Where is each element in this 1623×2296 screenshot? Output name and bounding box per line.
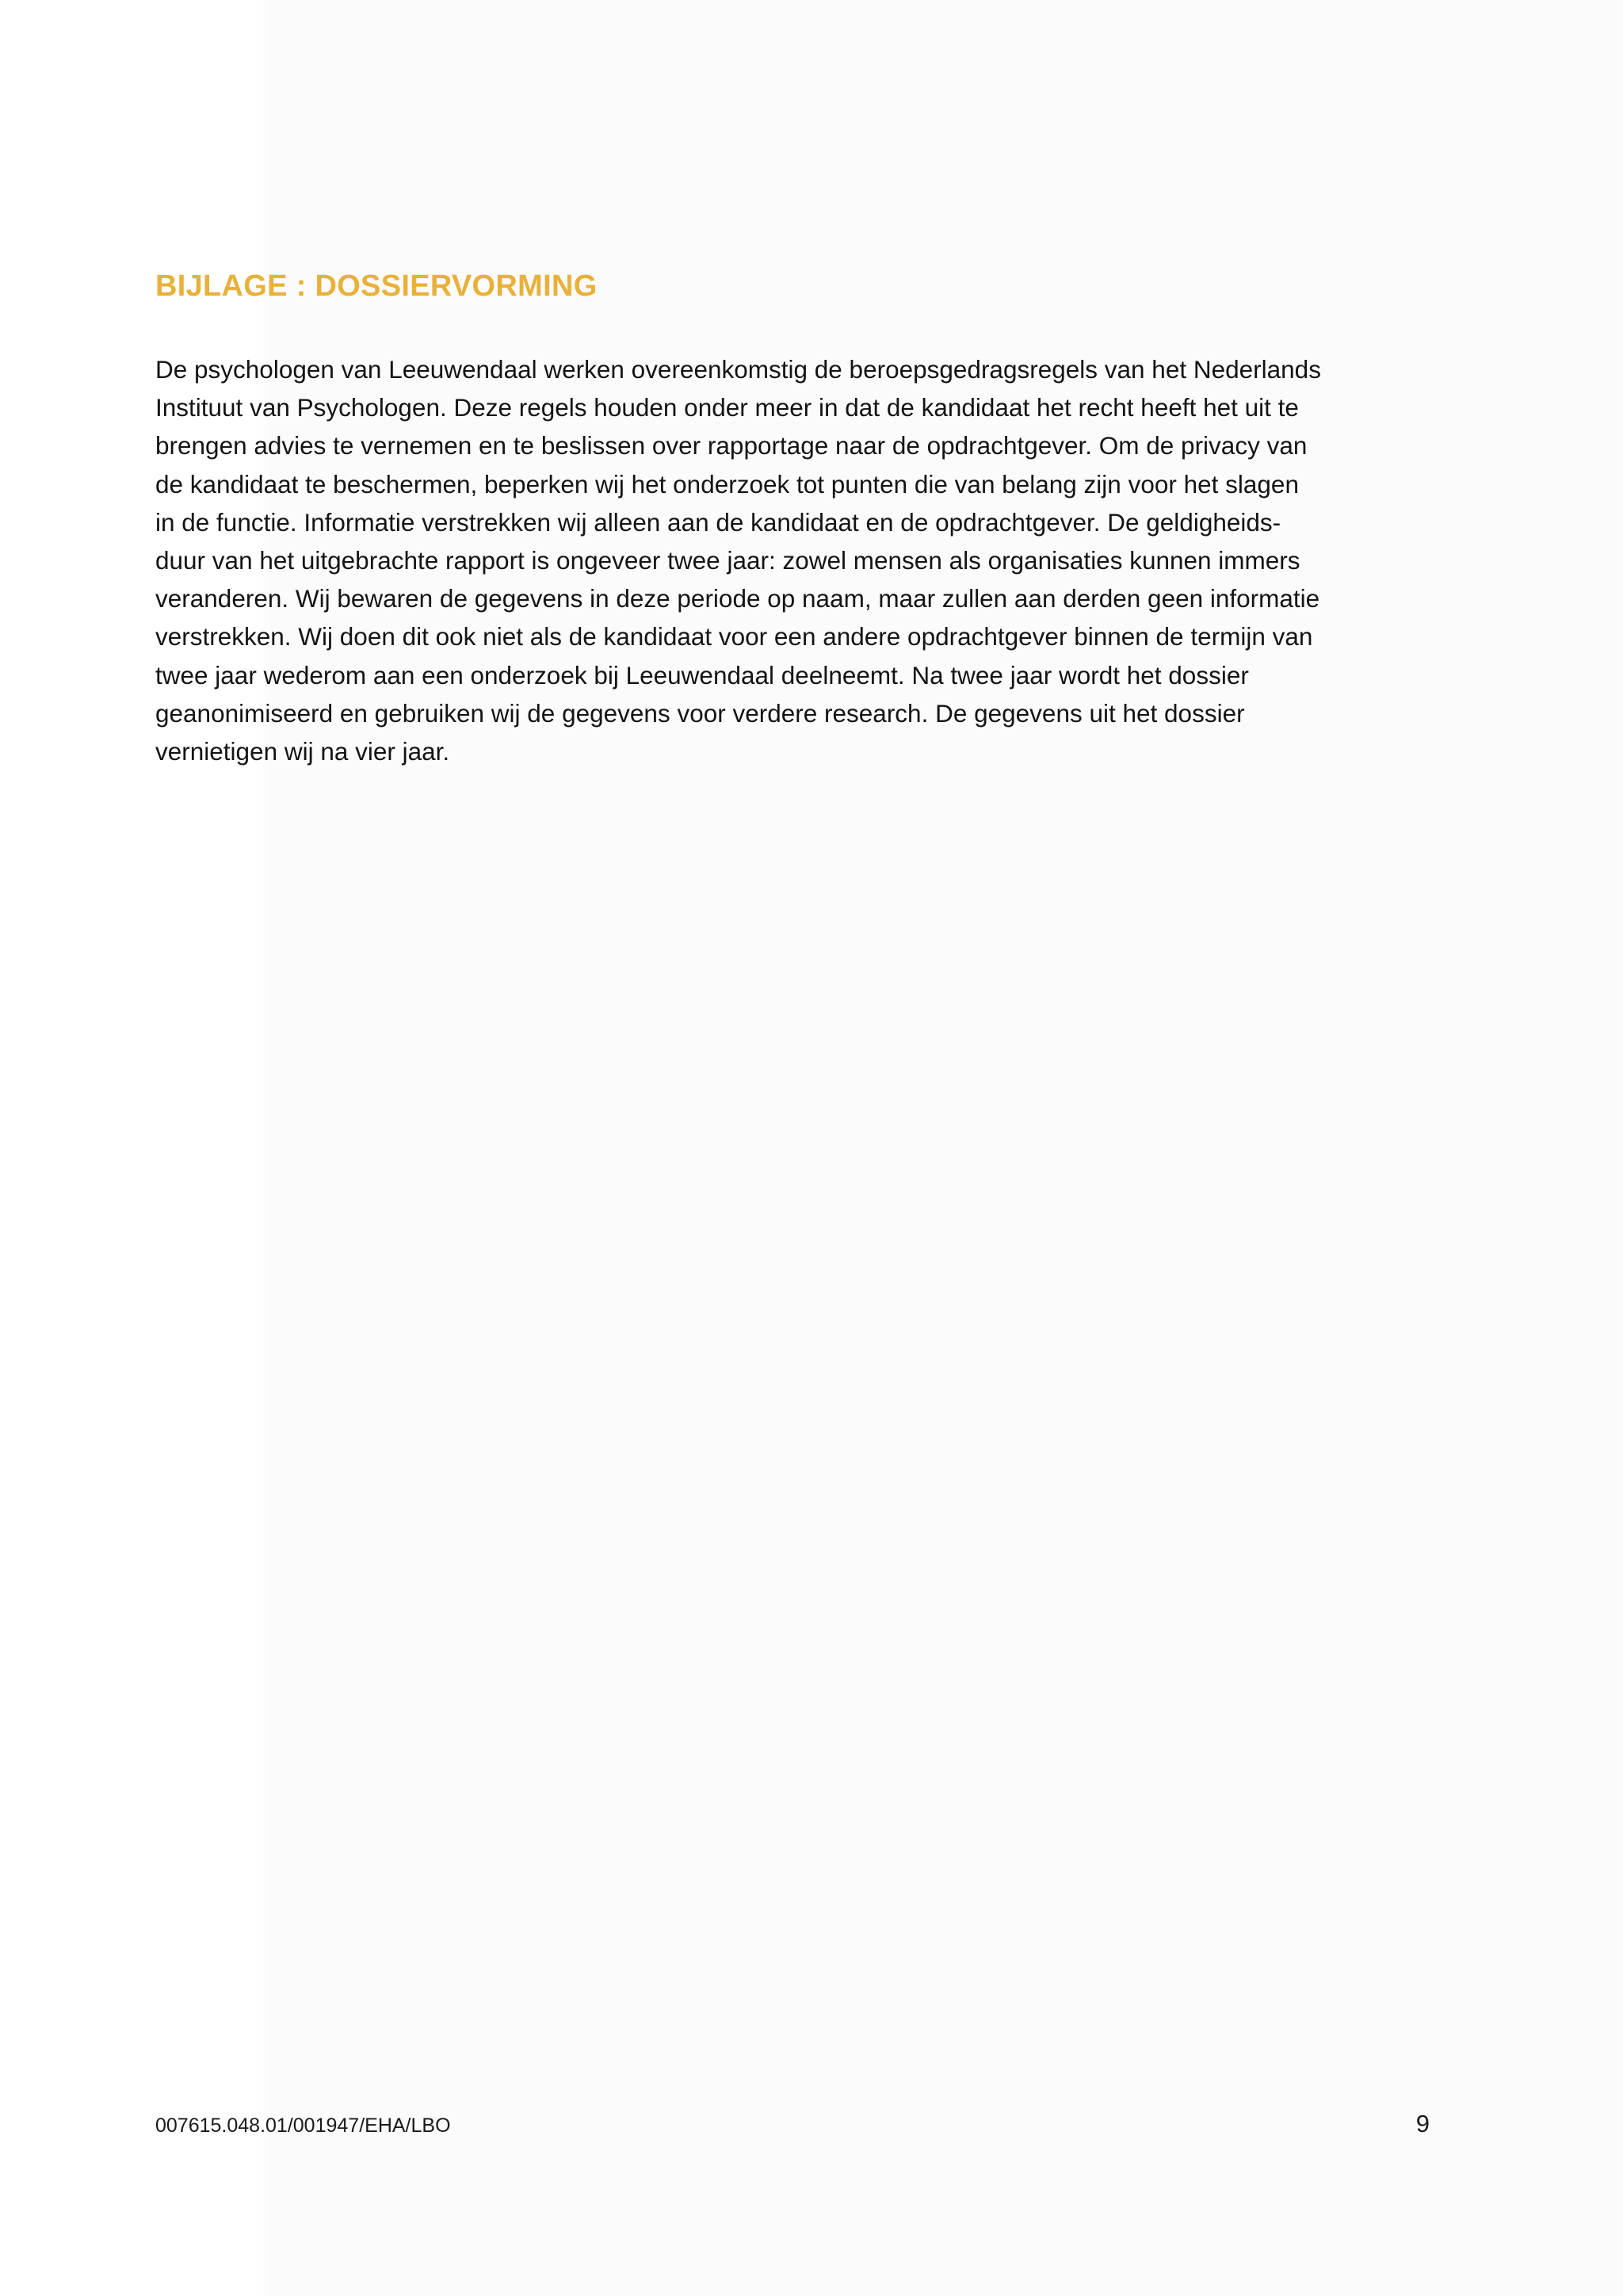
footer-reference: 007615.048.01/001947/EHA/LBO [155, 2115, 451, 2137]
paragraph-line: geanonimiseerd en gebruiken wij de gegevens voor verdere research. De gegevens uit het dossier [155, 698, 1245, 728]
paragraph-line: twee jaar wederom aan een onderzoek bij Leeuwendaal deelneemt. Na twee jaar wordt het dossier [155, 660, 1249, 690]
paragraph-line: vernietigen wij na vier jaar. [155, 737, 450, 766]
paragraph-line: in de functie. Informatie verstrekken wij alleen aan de kandidaat en de opdrachtgever. De geldigheids- [155, 507, 1281, 537]
paragraph-line: veranderen. Wij bewaren de gegevens in deze periode op naam, maar zullen aan derden geen informatie [155, 584, 1320, 613]
section-title: BIJLAGE : DOSSIERVORMING [155, 269, 598, 303]
paragraph-line: Instituut van Psychologen. Deze regels houden onder meer in dat de kandidaat het recht heeft het uit te [155, 393, 1299, 422]
paragraph-line: De psychologen van Leeuwendaal werken overeenkomstig de beroepsgedragsregels van het Nederlands [155, 355, 1321, 384]
page-number: 9 [1415, 2110, 1430, 2137]
paragraph-line: duur van het uitgebrachte rapport is ongeveer twee jaar: zowel mensen als organisaties kunnen immers [155, 546, 1300, 575]
paragraph-line: de kandidaat te beschermen, beperken wij het onderzoek tot punten die van belang zijn voor het slagen [155, 469, 1299, 499]
paragraph-line: brengen advies te vernemen en te beslissen over rapportage naar de opdrachtgever. Om de privacy van [155, 431, 1308, 460]
body-paragraph [155, 350, 1433, 770]
paragraph-line: verstrekken. Wij doen dit ook niet als de kandidaat voor een andere opdrachtgever binnen de termijn van [155, 622, 1313, 651]
